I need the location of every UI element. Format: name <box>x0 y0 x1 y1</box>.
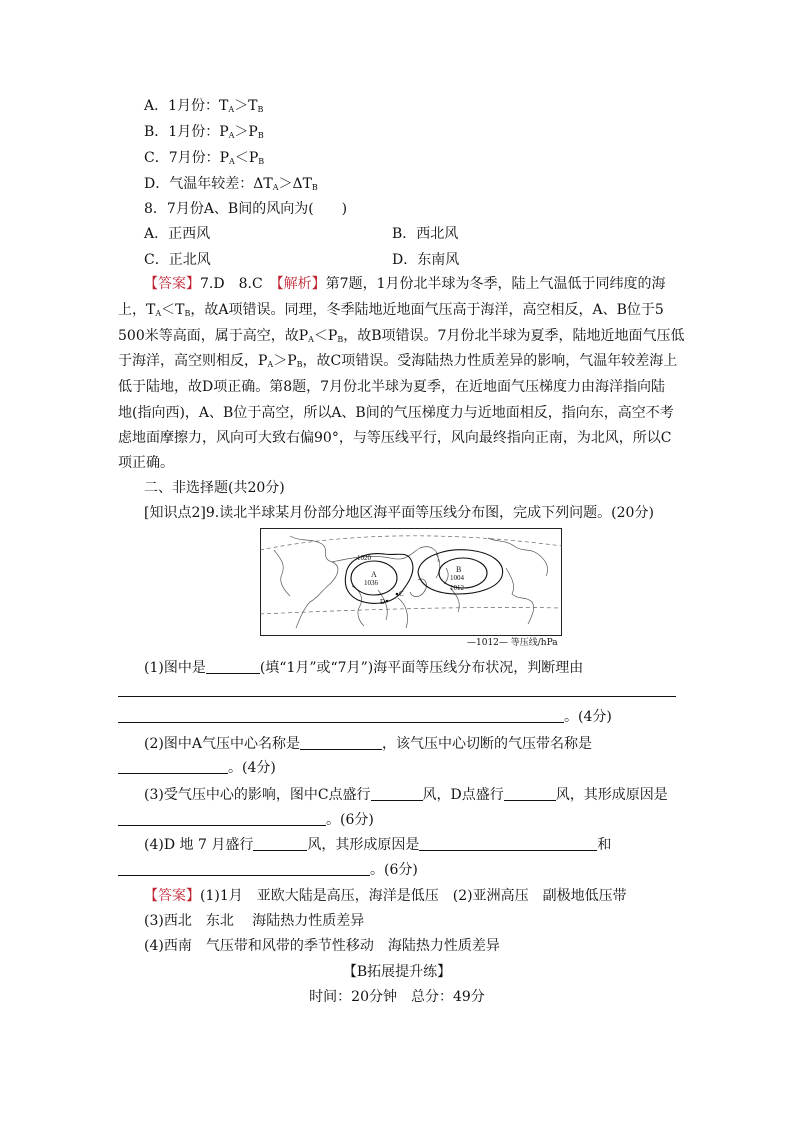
q8-option-d: D．东南风 <box>392 252 460 268</box>
q7-option-b: B．1月份：$P_A>P_B$ <box>144 124 264 140</box>
isobar-label-1012: 1012 <box>450 584 464 592</box>
blank-4a[interactable] <box>253 835 307 851</box>
answer-line-4: 于海洋，高空则相反，$P_A>P_B$，故C项错误。受海陆热力性质差异的影响，气温年较差海上 <box>118 353 678 369</box>
answer-line-1: 【答案】7.D 8.C 【解析】第7题，1月份北半球为冬季，陆上气温低于同纬度的海 <box>144 276 666 292</box>
q9-part1-end: 。(4分) <box>118 707 612 727</box>
q8-stem: 8．7月份A、B间的风向为( ) <box>144 201 348 217</box>
point-c-marker <box>396 593 399 596</box>
map-legend: —1012— 等压线/hPa <box>467 638 558 648</box>
blank-4c[interactable] <box>118 860 370 876</box>
answer-line-6: 地(指向西)，A、B位于高空，所以A、B间的气压梯度力与近地面相反，指向东，高空不考 <box>118 405 674 421</box>
q8-option-a: A．正西风 <box>144 226 211 242</box>
answer-tag: 【答案】 <box>144 276 200 292</box>
blank-3b[interactable] <box>504 785 556 801</box>
q9-part4-end: 。(6分) <box>118 860 418 880</box>
blank-1[interactable] <box>206 658 260 674</box>
answer2-line-3: (4)西南 气压带和风带的季节性移动 海陆热力性质差异 <box>144 938 500 954</box>
blank-3c[interactable] <box>118 810 326 826</box>
answer2-line-1: 【答案】(1)1月 亚欧大陆是高压，海洋是低压 (2)亚洲高压 副极地低压带 <box>144 888 627 904</box>
answer2-line-2: (3)西北 东北 海陆热力性质差异 <box>144 913 365 929</box>
blank-2a[interactable] <box>300 734 382 750</box>
blank-1-reason-line-2[interactable] <box>118 707 564 723</box>
point-d-marker <box>386 600 389 603</box>
pressure-center-a: A <box>371 570 377 579</box>
isobar-label-1036: 1036 <box>364 579 378 587</box>
section-b-time: 时间：20分钟 总分：49分 <box>309 989 485 1005</box>
blank-4b[interactable] <box>419 835 597 851</box>
answer-line-8: 项正确。 <box>118 455 174 471</box>
q7-option-c: C．7月份：$P_A<P_B$ <box>144 150 265 166</box>
q7-option-d: D．气温年较差：$\Delta T_A>\Delta T_B$ <box>144 176 318 192</box>
q9-part3-end: 。(6分) <box>118 810 374 830</box>
blank-3a[interactable] <box>371 785 423 801</box>
answer2-tag: 【答案】 <box>144 888 200 904</box>
section-b-title: 【B拓展提升练】 <box>342 964 452 980</box>
q9-part2: (2)图中A气压中心名称是 ，该气压中心切断的气压带名称是 <box>144 736 592 752</box>
isobar-label-1020: 1020 <box>357 554 371 562</box>
answer-line-3: 500米等高面，属于高空，故$P_A<P_B$，故B项错误。7月份北半球为夏季，陆地近地面气压低 <box>118 328 685 344</box>
q8-option-b: B．西北风 <box>392 226 459 242</box>
q9-part1: (1)图中是 (填“1月”或“7月”)海平面等压线分布状况，判断理由 <box>144 660 584 676</box>
isobar-map <box>260 528 562 636</box>
analysis-tag: 【解析】 <box>276 276 326 292</box>
point-c-label: C <box>399 590 404 598</box>
blank-2b[interactable] <box>118 758 228 774</box>
q8-option-c: C．正北风 <box>144 252 211 268</box>
blank-1-reason-line-1[interactable] <box>118 681 676 697</box>
pressure-center-b: B <box>456 565 462 574</box>
answer-line-7: 虑地面摩擦力，风向可大致右偏90°，与等压线平行，风向最终指向正南，为北风，所以C <box>118 430 672 446</box>
point-d-label: D <box>380 598 386 606</box>
q9-part2-end: 。(4分) <box>118 758 276 778</box>
isobar-label-1004: 1004 <box>450 574 464 582</box>
section-heading: 二、非选择题(共20分) <box>144 480 285 496</box>
q9-stem: [知识点2]9.读北半球某月份部分地区海平面等压线分布图，完成下列问题。(20分) <box>144 505 654 521</box>
answer-line-2: 上，$T_A<T_B$，故A项错误。同理，冬季陆地近地面气压高于海洋，高空相反，A、B位于5 <box>118 302 664 318</box>
q9-part3: (3)受气压中心的影响，图中C点盛行 风，D点盛行 风，其形成原因是 <box>144 787 668 803</box>
q7-option-a: A．1月份：$T_A>T_B$ <box>144 98 264 114</box>
answer-line-5: 低于陆地，故D项正确。第8题，7月份北半球为夏季，在近地面气压梯度力由海洋指向陆 <box>118 379 666 395</box>
q9-part4: (4)D 地 7 月盛行 风，其形成原因是 和 <box>144 837 612 853</box>
